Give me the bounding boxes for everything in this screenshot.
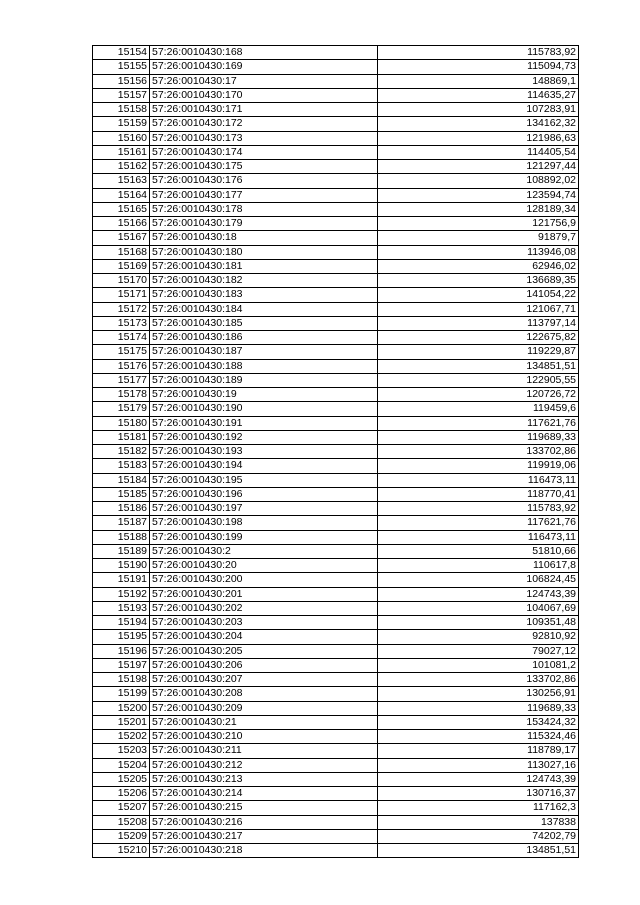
row-number-cell: 15168 (93, 245, 150, 259)
table-row (93, 131, 579, 145)
cadastral-value-cell: 122675,82 (378, 331, 579, 345)
row-number-cell: 15165 (93, 202, 150, 216)
row-number-cell: 15157 (93, 88, 150, 102)
table-row (93, 231, 579, 245)
table-row (93, 359, 579, 373)
row-number-cell: 15161 (93, 145, 150, 159)
cadastral-number-cell: 57:26:0010430:196 (150, 487, 378, 501)
cadastral-value-cell: 133702,86 (378, 673, 579, 687)
table-row (93, 516, 579, 530)
cadastral-value-cell: 116473,11 (378, 473, 579, 487)
cadastral-value-cell: 115324,46 (378, 730, 579, 744)
row-number-cell: 15204 (93, 758, 150, 772)
row-number-cell: 15208 (93, 815, 150, 829)
row-number-cell: 15175 (93, 345, 150, 359)
cadastral-number-cell: 57:26:0010430:176 (150, 174, 378, 188)
cadastral-number-cell: 57:26:0010430:216 (150, 815, 378, 829)
table-row (93, 758, 579, 772)
row-number-cell: 15195 (93, 630, 150, 644)
cadastral-number-cell: 57:26:0010430:203 (150, 616, 378, 630)
table-row (93, 445, 579, 459)
cadastral-number-cell: 57:26:0010430:173 (150, 131, 378, 145)
row-number-cell: 15186 (93, 502, 150, 516)
cadastral-value-cell: 107283,91 (378, 103, 579, 117)
cadastral-number-cell: 57:26:0010430:18 (150, 231, 378, 245)
cadastral-value-cell: 117621,76 (378, 416, 579, 430)
cadastral-value-cell: 110617,8 (378, 559, 579, 573)
table-row (93, 188, 579, 202)
cadastral-value-cell: 121297,44 (378, 160, 579, 174)
cadastral-value-cell: 104067,69 (378, 601, 579, 615)
cadastral-value-cell: 117621,76 (378, 516, 579, 530)
cadastral-value-cell: 141054,22 (378, 288, 579, 302)
row-number-cell: 15197 (93, 658, 150, 672)
cadastral-value-cell: 121986,63 (378, 131, 579, 145)
cadastral-value-cell: 108892,02 (378, 174, 579, 188)
row-number-cell: 15176 (93, 359, 150, 373)
cadastral-value-cell: 118789,17 (378, 744, 579, 758)
table-row (93, 174, 579, 188)
row-number-cell: 15210 (93, 844, 150, 858)
cadastral-value-cell: 74202,79 (378, 829, 579, 843)
cadastral-number-cell: 57:26:0010430:194 (150, 459, 378, 473)
cadastral-value-cell: 119919,06 (378, 459, 579, 473)
cadastral-value-cell: 114635,27 (378, 88, 579, 102)
table-row (93, 245, 579, 259)
row-number-cell: 15201 (93, 715, 150, 729)
row-number-cell: 15202 (93, 730, 150, 744)
cadastral-number-cell: 57:26:0010430:168 (150, 46, 378, 60)
cadastral-value-cell: 62946,02 (378, 259, 579, 273)
cadastral-value-cell: 114405,54 (378, 145, 579, 159)
cadastral-number-cell: 57:26:0010430:189 (150, 373, 378, 387)
cadastral-value-cell: 124743,39 (378, 587, 579, 601)
cadastral-number-cell: 57:26:0010430:182 (150, 274, 378, 288)
cadastral-value-cell: 118770,41 (378, 487, 579, 501)
table-row (93, 103, 579, 117)
row-number-cell: 15171 (93, 288, 150, 302)
table-row (93, 302, 579, 316)
table-row (93, 644, 579, 658)
cadastral-value-cell: 115783,92 (378, 502, 579, 516)
table-row (93, 715, 579, 729)
row-number-cell: 15206 (93, 787, 150, 801)
table-row (93, 316, 579, 330)
row-number-cell: 15162 (93, 160, 150, 174)
row-number-cell: 15209 (93, 829, 150, 843)
row-number-cell: 15192 (93, 587, 150, 601)
row-number-cell: 15205 (93, 772, 150, 786)
table-row (93, 202, 579, 216)
table-row (93, 544, 579, 558)
table-row (93, 687, 579, 701)
cadastral-number-cell: 57:26:0010430:191 (150, 416, 378, 430)
cadastral-value-cell: 115783,92 (378, 46, 579, 60)
table-row (93, 88, 579, 102)
table-row (93, 630, 579, 644)
table-row (93, 160, 579, 174)
table-row (93, 430, 579, 444)
cadastral-number-cell: 57:26:0010430:183 (150, 288, 378, 302)
table-row (93, 46, 579, 60)
cadastral-value-cell: 119689,33 (378, 430, 579, 444)
cadastral-number-cell: 57:26:0010430:190 (150, 402, 378, 416)
cadastral-value-cell: 137838 (378, 815, 579, 829)
row-number-cell: 15163 (93, 174, 150, 188)
cadastral-value-cell: 121756,9 (378, 217, 579, 231)
cadastral-number-cell: 57:26:0010430:201 (150, 587, 378, 601)
cadastral-number-cell: 57:26:0010430:181 (150, 259, 378, 273)
table-row (93, 74, 579, 88)
cadastral-value-cell: 79027,12 (378, 644, 579, 658)
cadastral-number-cell: 57:26:0010430:195 (150, 473, 378, 487)
cadastral-number-cell: 57:26:0010430:184 (150, 302, 378, 316)
row-number-cell: 15198 (93, 673, 150, 687)
table-row (93, 559, 579, 573)
cadastral-value-cell: 117162,3 (378, 801, 579, 815)
row-number-cell: 15200 (93, 701, 150, 715)
cadastral-number-cell: 57:26:0010430:205 (150, 644, 378, 658)
table-row (93, 658, 579, 672)
table-row (93, 801, 579, 815)
table-row (93, 744, 579, 758)
cadastral-value-cell: 128189,34 (378, 202, 579, 216)
table-row (93, 787, 579, 801)
cadastral-value-cell: 124743,39 (378, 772, 579, 786)
cadastral-number-cell: 57:26:0010430:180 (150, 245, 378, 259)
cadastral-number-cell: 57:26:0010430:170 (150, 88, 378, 102)
cadastral-number-cell: 57:26:0010430:174 (150, 145, 378, 159)
table-row (93, 60, 579, 74)
cadastral-value-cell: 119459,6 (378, 402, 579, 416)
cadastral-number-cell: 57:26:0010430:179 (150, 217, 378, 231)
table-row (93, 259, 579, 273)
cadastral-value-cell: 130716,37 (378, 787, 579, 801)
table-row (93, 473, 579, 487)
table-row (93, 288, 579, 302)
row-number-cell: 15179 (93, 402, 150, 416)
cadastral-number-cell: 57:26:0010430:209 (150, 701, 378, 715)
cadastral-value-cell: 136689,35 (378, 274, 579, 288)
cadastral-value-cell: 115094,73 (378, 60, 579, 74)
row-number-cell: 15156 (93, 74, 150, 88)
cadastral-number-cell: 57:26:0010430:202 (150, 601, 378, 615)
cadastral-number-cell: 57:26:0010430:2 (150, 544, 378, 558)
table-row (93, 416, 579, 430)
cadastral-value-table (92, 45, 579, 858)
row-number-cell: 15170 (93, 274, 150, 288)
cadastral-number-cell: 57:26:0010430:20 (150, 559, 378, 573)
row-number-cell: 15166 (93, 217, 150, 231)
cadastral-value-cell: 153424,32 (378, 715, 579, 729)
cadastral-number-cell: 57:26:0010430:172 (150, 117, 378, 131)
cadastral-value-cell: 109351,48 (378, 616, 579, 630)
row-number-cell: 15167 (93, 231, 150, 245)
cadastral-value-cell: 130256,91 (378, 687, 579, 701)
table-row (93, 616, 579, 630)
row-number-cell: 15199 (93, 687, 150, 701)
cadastral-number-cell: 57:26:0010430:212 (150, 758, 378, 772)
table-row (93, 815, 579, 829)
cadastral-number-cell: 57:26:0010430:171 (150, 103, 378, 117)
cadastral-value-cell: 123594,74 (378, 188, 579, 202)
row-number-cell: 15169 (93, 259, 150, 273)
row-number-cell: 15190 (93, 559, 150, 573)
cadastral-number-cell: 57:26:0010430:207 (150, 673, 378, 687)
cadastral-number-cell: 57:26:0010430:206 (150, 658, 378, 672)
cadastral-number-cell: 57:26:0010430:19 (150, 388, 378, 402)
cadastral-number-cell: 57:26:0010430:214 (150, 787, 378, 801)
cadastral-number-cell: 57:26:0010430:169 (150, 60, 378, 74)
cadastral-number-cell: 57:26:0010430:192 (150, 430, 378, 444)
cadastral-value-cell: 106824,45 (378, 573, 579, 587)
row-number-cell: 15181 (93, 430, 150, 444)
cadastral-number-cell: 57:26:0010430:186 (150, 331, 378, 345)
cadastral-number-cell: 57:26:0010430:21 (150, 715, 378, 729)
cadastral-number-cell: 57:26:0010430:188 (150, 359, 378, 373)
cadastral-number-cell: 57:26:0010430:193 (150, 445, 378, 459)
cadastral-value-cell: 116473,11 (378, 530, 579, 544)
table-row (93, 487, 579, 501)
table-row (93, 772, 579, 786)
row-number-cell: 15189 (93, 544, 150, 558)
table-row (93, 274, 579, 288)
row-number-cell: 15173 (93, 316, 150, 330)
cadastral-number-cell: 57:26:0010430:197 (150, 502, 378, 516)
table-row (93, 844, 579, 858)
row-number-cell: 15193 (93, 601, 150, 615)
cadastral-number-cell: 57:26:0010430:198 (150, 516, 378, 530)
row-number-cell: 15172 (93, 302, 150, 316)
row-number-cell: 15185 (93, 487, 150, 501)
cadastral-value-cell: 134851,51 (378, 359, 579, 373)
cadastral-number-cell: 57:26:0010430:208 (150, 687, 378, 701)
cadastral-number-cell: 57:26:0010430:213 (150, 772, 378, 786)
cadastral-value-cell: 92810,92 (378, 630, 579, 644)
cadastral-number-cell: 57:26:0010430:199 (150, 530, 378, 544)
row-number-cell: 15160 (93, 131, 150, 145)
row-number-cell: 15177 (93, 373, 150, 387)
row-number-cell: 15183 (93, 459, 150, 473)
cadastral-number-cell: 57:26:0010430:217 (150, 829, 378, 843)
table-body (93, 46, 579, 858)
cadastral-value-cell: 101081,2 (378, 658, 579, 672)
cadastral-value-cell: 51810,66 (378, 544, 579, 558)
cadastral-number-cell: 57:26:0010430:175 (150, 160, 378, 174)
row-number-cell: 15180 (93, 416, 150, 430)
table-row (93, 459, 579, 473)
cadastral-value-cell: 121067,71 (378, 302, 579, 316)
row-number-cell: 15191 (93, 573, 150, 587)
row-number-cell: 15174 (93, 331, 150, 345)
cadastral-number-cell: 57:26:0010430:177 (150, 188, 378, 202)
cadastral-number-cell: 57:26:0010430:210 (150, 730, 378, 744)
table-row (93, 345, 579, 359)
row-number-cell: 15155 (93, 60, 150, 74)
cadastral-value-cell: 91879,7 (378, 231, 579, 245)
table-row (93, 502, 579, 516)
cadastral-value-cell: 113946,08 (378, 245, 579, 259)
row-number-cell: 15182 (93, 445, 150, 459)
row-number-cell: 15164 (93, 188, 150, 202)
cadastral-value-cell: 120726,72 (378, 388, 579, 402)
cadastral-value-cell: 134851,51 (378, 844, 579, 858)
table-row (93, 388, 579, 402)
table-row (93, 829, 579, 843)
cadastral-value-cell: 113027,16 (378, 758, 579, 772)
table-row (93, 530, 579, 544)
cadastral-number-cell: 57:26:0010430:211 (150, 744, 378, 758)
table-row (93, 331, 579, 345)
cadastral-number-cell: 57:26:0010430:204 (150, 630, 378, 644)
table-row (93, 701, 579, 715)
cadastral-value-cell: 122905,55 (378, 373, 579, 387)
cadastral-value-cell: 119229,87 (378, 345, 579, 359)
cadastral-number-cell: 57:26:0010430:185 (150, 316, 378, 330)
row-number-cell: 15158 (93, 103, 150, 117)
row-number-cell: 15188 (93, 530, 150, 544)
table-row (93, 145, 579, 159)
table-row (93, 673, 579, 687)
cadastral-value-cell: 113797,14 (378, 316, 579, 330)
cadastral-value-cell: 148869,1 (378, 74, 579, 88)
cadastral-number-cell: 57:26:0010430:17 (150, 74, 378, 88)
cadastral-number-cell: 57:26:0010430:215 (150, 801, 378, 815)
cadastral-number-cell: 57:26:0010430:218 (150, 844, 378, 858)
table-row (93, 402, 579, 416)
table-row (93, 373, 579, 387)
row-number-cell: 15178 (93, 388, 150, 402)
cadastral-number-cell: 57:26:0010430:200 (150, 573, 378, 587)
table-row (93, 573, 579, 587)
table-row (93, 217, 579, 231)
table-row (93, 587, 579, 601)
table-row (93, 117, 579, 131)
row-number-cell: 15194 (93, 616, 150, 630)
cadastral-value-cell: 133702,86 (378, 445, 579, 459)
row-number-cell: 15207 (93, 801, 150, 815)
table-row (93, 730, 579, 744)
row-number-cell: 15196 (93, 644, 150, 658)
cadastral-value-cell: 134162,32 (378, 117, 579, 131)
cadastral-number-cell: 57:26:0010430:178 (150, 202, 378, 216)
table-row (93, 601, 579, 615)
cadastral-number-cell: 57:26:0010430:187 (150, 345, 378, 359)
row-number-cell: 15187 (93, 516, 150, 530)
row-number-cell: 15203 (93, 744, 150, 758)
row-number-cell: 15159 (93, 117, 150, 131)
row-number-cell: 15154 (93, 46, 150, 60)
row-number-cell: 15184 (93, 473, 150, 487)
cadastral-value-cell: 119689,33 (378, 701, 579, 715)
